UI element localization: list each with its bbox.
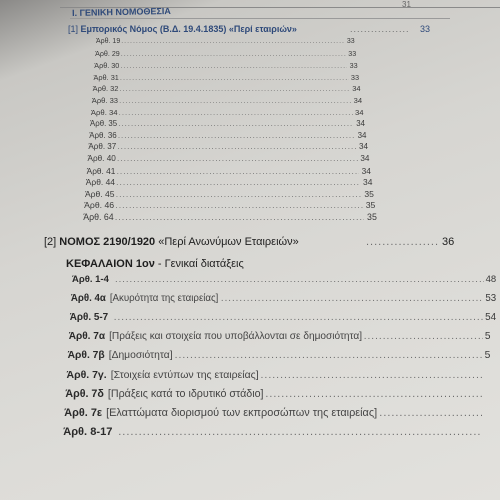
article-page: 5 (484, 350, 491, 361)
leader-dots (117, 166, 360, 177)
leader-dots (116, 177, 360, 188)
leader-dots (175, 350, 483, 364)
article-label: Άρθ. 41 (86, 165, 116, 176)
article-description: [Ελαττώματα διορισμού των εκπροσώπων της εταιρείας] (106, 407, 378, 419)
leader-dots (350, 24, 408, 36)
article-row (63, 426, 500, 441)
article-page: 33 (349, 61, 358, 71)
article-row (83, 212, 378, 224)
leader-dots (118, 119, 354, 130)
article-label: Άρθ. 37 (88, 142, 117, 152)
article-label: Άρθ. 35 (90, 119, 118, 129)
article-page: 33 (348, 49, 357, 58)
article-page: 35 (365, 200, 376, 211)
article-row (64, 407, 500, 422)
leader-dots (114, 312, 483, 326)
article-row (94, 61, 359, 71)
article-description: [Ακυρότητα της εταιρείας] (109, 293, 219, 304)
chapter-heading: ΚΕΦΑΛΑΙΟΝ 1ον - Γενικαί διατάξεις (66, 258, 244, 270)
article-label: Άρθ. 7γ. (66, 369, 107, 381)
article-row (65, 388, 500, 403)
article-label: Άρθ. 40 (87, 154, 116, 163)
article-label: Άρθ. 44 (85, 177, 115, 188)
article-row (70, 312, 500, 326)
article-label: Άρθ. 45 (84, 188, 115, 199)
article-row (69, 331, 500, 345)
leader-dots (121, 50, 346, 60)
article-label: Άρθ. 36 (89, 130, 117, 140)
article-row (71, 293, 500, 307)
leader-dots (116, 189, 362, 201)
article-row (84, 200, 377, 212)
leader-dots (118, 131, 355, 142)
leader-dots (118, 426, 481, 441)
article-description: [Πράξεις κατά το ιδρυτικό στάδιο] (107, 388, 264, 400)
article-label: Άρθ. 7β (67, 350, 105, 361)
article-page: 34 (353, 96, 363, 105)
article-page: 53 (485, 293, 497, 304)
article-page: 5 (484, 331, 491, 342)
article-row (88, 142, 369, 153)
article-row (96, 38, 356, 48)
article-label: Άρθ. 33 (91, 96, 119, 105)
entry-1-heading: [1] Εμπορικός Νόμος (Β.Δ. 19.4.1835) «Περί εταιριών» ..... 33 (68, 24, 433, 36)
article-page: 34 (354, 107, 364, 117)
article-label: Άρθ. 29 (95, 49, 120, 58)
article-label: Άρθ. 1-4 (72, 274, 109, 285)
article-label: Άρθ. 7δ (65, 388, 104, 400)
article-page: 34 (357, 130, 367, 140)
article-page: 34 (363, 177, 373, 188)
entry-2-heading: [2] ΝΟΜΟΣ 2190/1920 «Περί Ανωνύμων Εταιρειών» ..... 36 (44, 236, 464, 250)
article-row (86, 177, 374, 188)
leader-dots (119, 96, 351, 107)
leader-dots (120, 61, 347, 71)
article-page: 34 (361, 165, 371, 176)
article-row (88, 154, 372, 165)
article-page: 33 (350, 72, 360, 82)
article-page: 33 (346, 38, 355, 45)
section-heading: Ι. ΓΕΝΙΚΗ ΝΟΜΟΘΕΣΙΑ (71, 5, 171, 18)
leader-dots (117, 142, 356, 153)
article-description: [Πράξεις και στοιχεία που υποβάλλονται σε δημοσιότητα] (109, 331, 363, 342)
article-page: 34 (360, 154, 370, 163)
leader-dots (117, 154, 358, 165)
article-row (72, 274, 500, 288)
article-row (95, 50, 357, 60)
article-page: 35 (367, 212, 377, 222)
article-label: Άρθ. 19 (96, 38, 121, 45)
article-description: [Στοιχεία εντύπων της εταιρείας] (110, 369, 259, 381)
article-row (90, 119, 366, 130)
leader-dots (115, 212, 364, 224)
article-page: 35 (364, 188, 374, 199)
page-number: 31 (402, 0, 411, 9)
article-label: Άρθ. 7ε (64, 407, 103, 419)
article-label: Άρθ. 64 (83, 212, 114, 222)
article-row (87, 166, 373, 177)
article-page: 54 (485, 312, 497, 323)
article-row (68, 350, 500, 364)
article-label: Άρθ. 7α (68, 331, 106, 342)
article-row (93, 84, 362, 94)
article-label: Άρθ. 31 (93, 72, 119, 82)
article-row (89, 131, 368, 142)
article-row (93, 73, 360, 83)
leader-dots (261, 369, 483, 384)
article-description: [Δημοσιότητα] (108, 350, 173, 361)
article-page: 48 (485, 274, 497, 285)
article-label: Άρθ. 8-17 (63, 426, 113, 438)
leader-dots (115, 200, 363, 212)
article-label: Άρθ. 5-7 (69, 312, 109, 323)
leader-dots (120, 84, 351, 94)
leader-dots (119, 108, 353, 119)
article-label: Άρθ. 34 (90, 107, 118, 117)
article-page: 34 (358, 142, 368, 152)
leader-dots (366, 236, 438, 250)
article-page: 34 (356, 119, 366, 129)
article-label: Άρθ. 30 (94, 61, 120, 71)
leader-dots (121, 38, 345, 48)
article-page: 34 (352, 84, 361, 94)
article-label: Άρθ. 46 (84, 200, 115, 211)
leader-dots (115, 274, 484, 288)
leader-dots (120, 73, 349, 83)
article-row (91, 108, 365, 119)
article-row (92, 96, 364, 107)
article-row (67, 369, 500, 384)
section-rule (70, 18, 450, 19)
article-row (85, 189, 376, 201)
article-label: Άρθ. 4α (70, 293, 106, 304)
article-label: Άρθ. 32 (92, 84, 119, 94)
leader-dots (379, 407, 482, 422)
leader-dots (265, 388, 482, 403)
leader-dots (364, 331, 483, 345)
leader-dots (221, 293, 483, 307)
